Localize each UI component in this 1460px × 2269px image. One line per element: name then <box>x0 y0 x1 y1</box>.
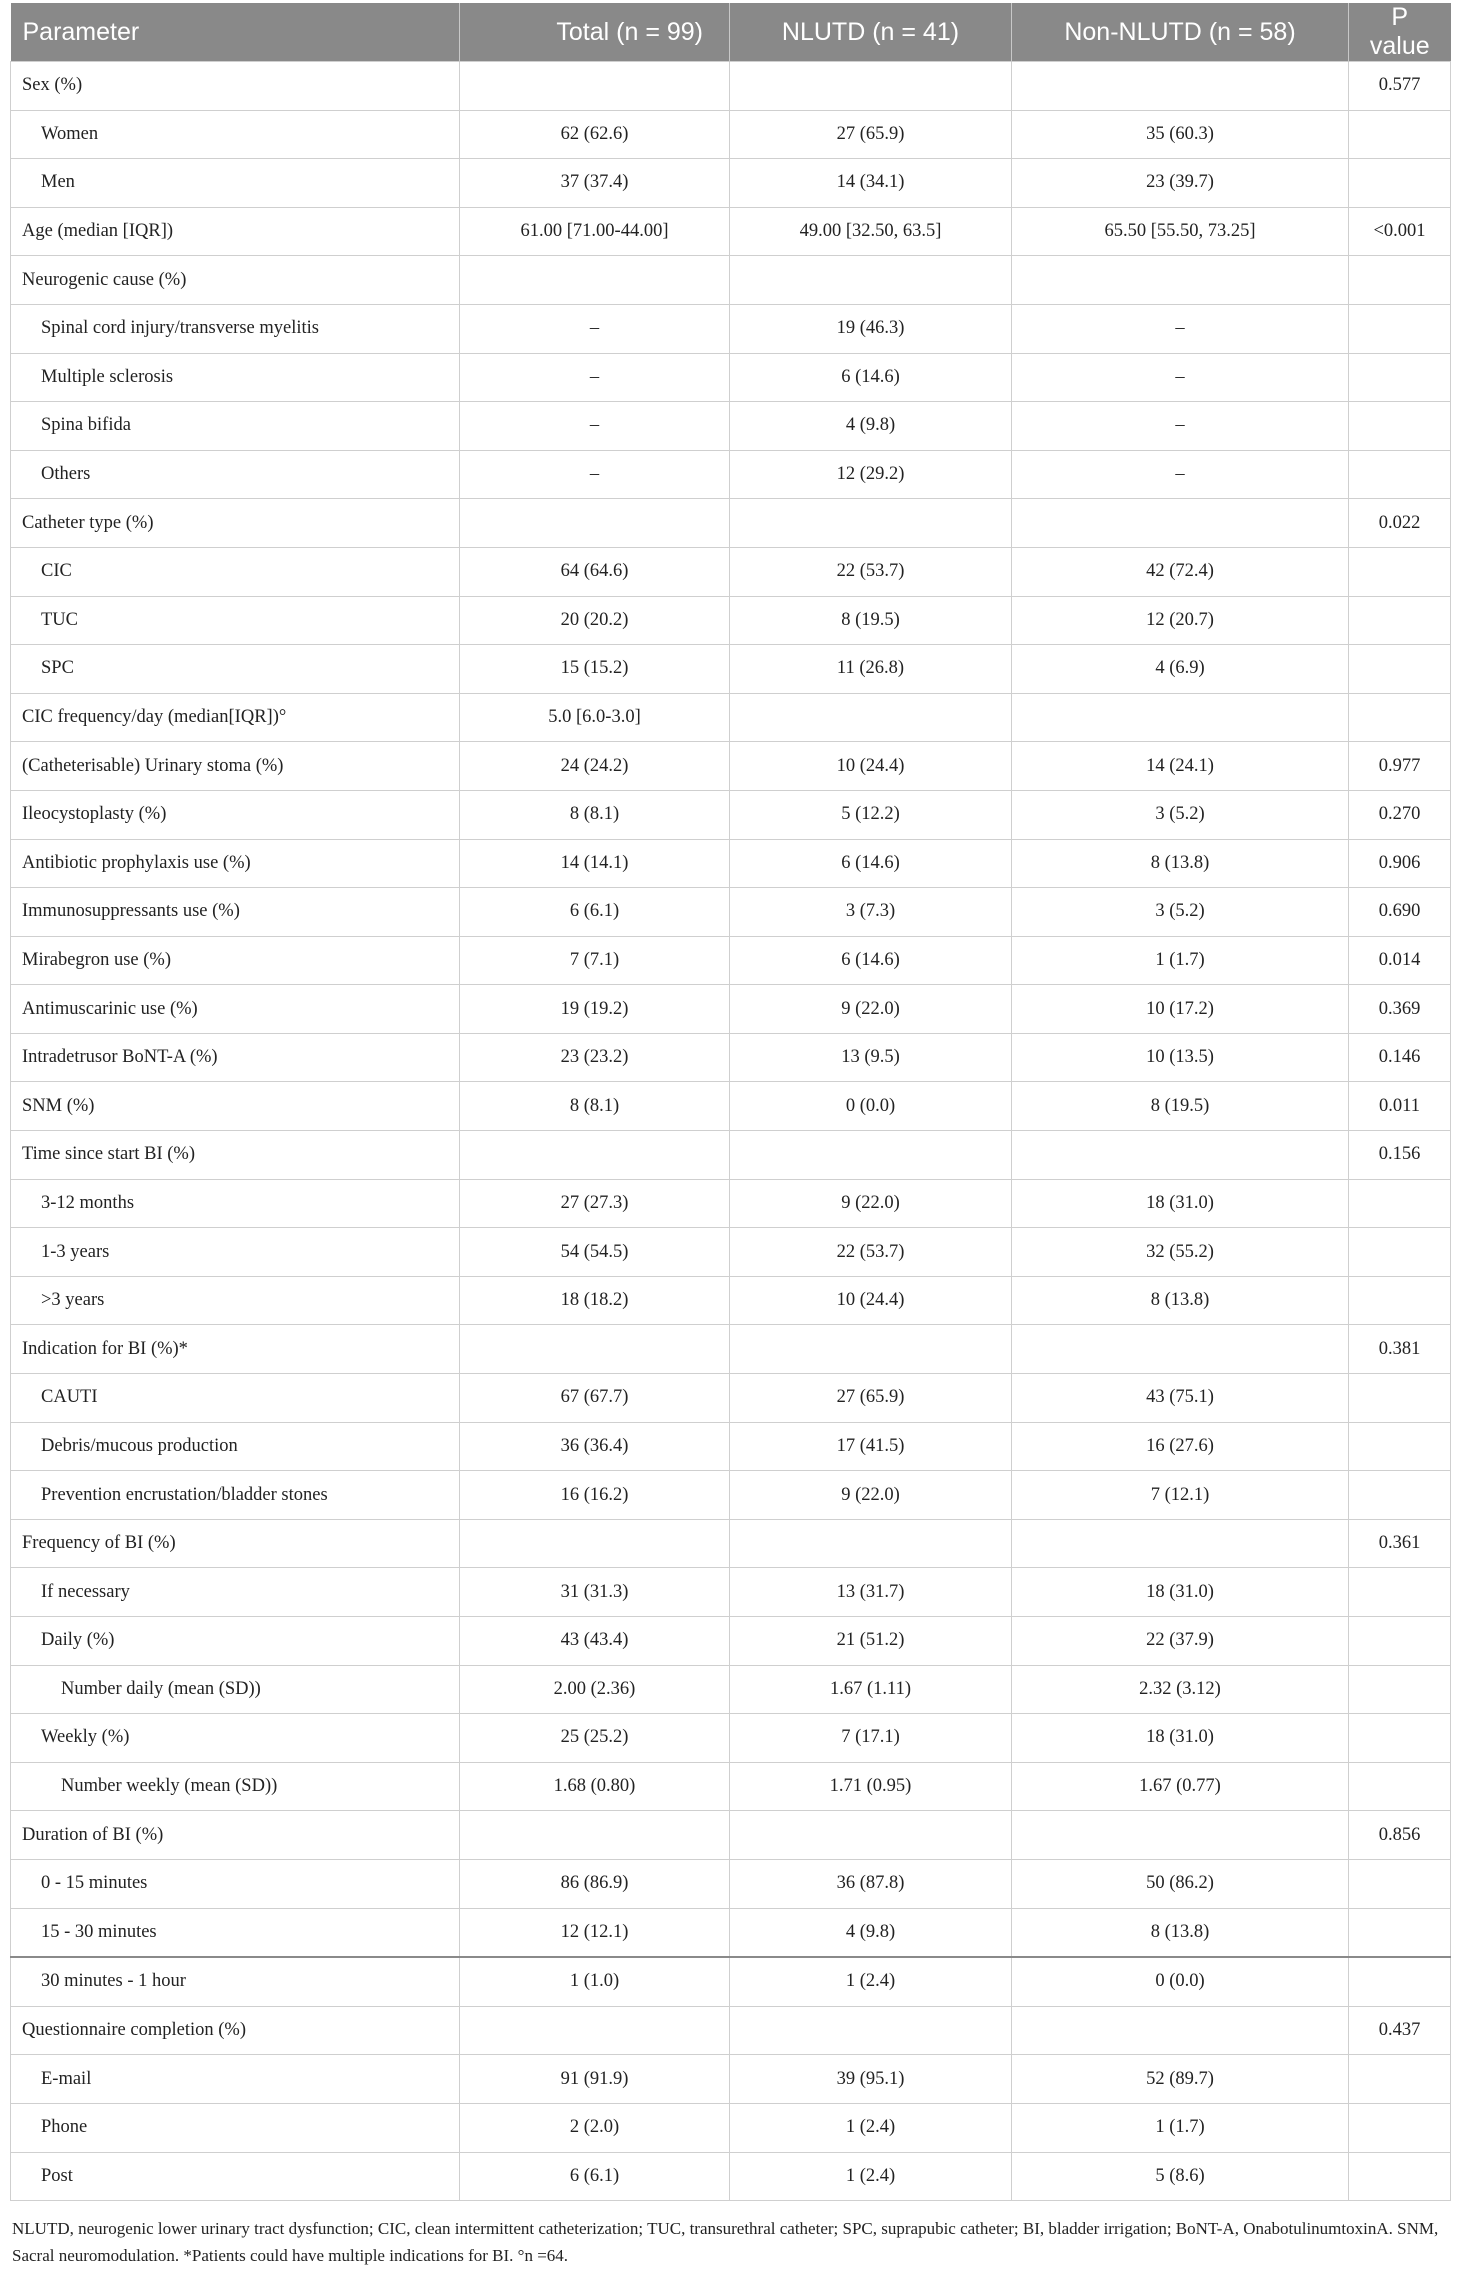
cell-nlutd: 10 (24.4) <box>730 742 1012 791</box>
cell-nlutd: 3 (7.3) <box>730 888 1012 937</box>
cell-total: 6 (6.1) <box>460 2152 730 2201</box>
cell-parameter: Debris/mucous production <box>11 1422 460 1471</box>
cell-parameter: Time since start BI (%) <box>11 1131 460 1180</box>
table-row <box>11 353 1451 402</box>
cell-p-value: 0.011 <box>1349 1082 1451 1131</box>
cell-nlutd: 6 (14.6) <box>730 936 1012 985</box>
cell-p-value: 0.369 <box>1349 985 1451 1034</box>
cell-parameter: Catheter type (%) <box>11 499 460 548</box>
cell-total: 31 (31.3) <box>460 1568 730 1617</box>
table-row <box>11 1714 1451 1763</box>
table-row <box>11 1228 1451 1277</box>
cell-nlutd: 9 (22.0) <box>730 985 1012 1034</box>
cell-non-nlutd: 2.32 (3.12) <box>1012 1665 1349 1714</box>
cell-nlutd: 6 (14.6) <box>730 839 1012 888</box>
cell-p-value <box>1349 110 1451 159</box>
cell-p-value: <0.001 <box>1349 207 1451 256</box>
cell-total: 62 (62.6) <box>460 110 730 159</box>
cell-parameter: Multiple sclerosis <box>11 353 460 402</box>
cell-total: 54 (54.5) <box>460 1228 730 1277</box>
cell-nlutd <box>730 499 1012 548</box>
cell-non-nlutd: 18 (31.0) <box>1012 1568 1349 1617</box>
cell-nlutd: 36 (87.8) <box>730 1859 1012 1908</box>
cell-non-nlutd: 1 (1.7) <box>1012 936 1349 985</box>
cell-total <box>460 256 730 305</box>
cell-nlutd: 1 (2.4) <box>730 2103 1012 2152</box>
cell-p-value <box>1349 596 1451 645</box>
cell-p-value <box>1349 1568 1451 1617</box>
table-row <box>11 2103 1451 2152</box>
cell-p-value <box>1349 1908 1451 1957</box>
cell-p-value: 0.577 <box>1349 62 1451 111</box>
table-row <box>11 62 1451 111</box>
cell-p-value: 0.146 <box>1349 1033 1451 1082</box>
table-row <box>11 790 1451 839</box>
cell-p-value: 0.977 <box>1349 742 1451 791</box>
cell-parameter: Immunosuppressants use (%) <box>11 888 460 937</box>
cell-non-nlutd: 52 (89.7) <box>1012 2055 1349 2104</box>
cell-non-nlutd: 42 (72.4) <box>1012 547 1349 596</box>
cell-parameter: Ileocystoplasty (%) <box>11 790 460 839</box>
table-row <box>11 1179 1451 1228</box>
cell-nlutd: 22 (53.7) <box>730 547 1012 596</box>
baseline-characteristics-table <box>10 3 1451 2201</box>
cell-non-nlutd <box>1012 1519 1349 1568</box>
cell-nlutd <box>730 2006 1012 2055</box>
cell-non-nlutd <box>1012 499 1349 548</box>
table-row <box>11 1859 1451 1908</box>
cell-nlutd: 7 (17.1) <box>730 1714 1012 1763</box>
table-row <box>11 1811 1451 1860</box>
cell-non-nlutd <box>1012 62 1349 111</box>
cell-nlutd: 17 (41.5) <box>730 1422 1012 1471</box>
cell-p-value <box>1349 1471 1451 1520</box>
table-row <box>11 1131 1451 1180</box>
table-row <box>11 1374 1451 1423</box>
cell-total: 91 (91.9) <box>460 2055 730 2104</box>
cell-non-nlutd: 10 (13.5) <box>1012 1033 1349 1082</box>
cell-p-value <box>1349 256 1451 305</box>
table-row <box>11 1957 1451 2006</box>
table-row <box>11 1033 1451 1082</box>
cell-p-value <box>1349 2152 1451 2201</box>
cell-p-value <box>1349 1957 1451 2006</box>
cell-nlutd: 13 (9.5) <box>730 1033 1012 1082</box>
cell-parameter: Weekly (%) <box>11 1714 460 1763</box>
cell-p-value <box>1349 1665 1451 1714</box>
cell-total: 1.68 (0.80) <box>460 1762 730 1811</box>
cell-parameter: 3-12 months <box>11 1179 460 1228</box>
cell-p-value <box>1349 1179 1451 1228</box>
cell-parameter: Intradetrusor BoNT-A (%) <box>11 1033 460 1082</box>
cell-parameter: SPC <box>11 645 460 694</box>
cell-non-nlutd: 1.67 (0.77) <box>1012 1762 1349 1811</box>
table-row <box>11 2006 1451 2055</box>
cell-parameter: If necessary <box>11 1568 460 1617</box>
table-row <box>11 1665 1451 1714</box>
table-row <box>11 207 1451 256</box>
cell-nlutd: 27 (65.9) <box>730 110 1012 159</box>
cell-non-nlutd: 1 (1.7) <box>1012 2103 1349 2152</box>
cell-parameter: Frequency of BI (%) <box>11 1519 460 1568</box>
table-row <box>11 693 1451 742</box>
cell-p-value <box>1349 1859 1451 1908</box>
cell-nlutd: 12 (29.2) <box>730 450 1012 499</box>
cell-total <box>460 1131 730 1180</box>
cell-non-nlutd: 35 (60.3) <box>1012 110 1349 159</box>
cell-non-nlutd: 32 (55.2) <box>1012 1228 1349 1277</box>
cell-total: 43 (43.4) <box>460 1617 730 1666</box>
cell-parameter: Antibiotic prophylaxis use (%) <box>11 839 460 888</box>
cell-total: 14 (14.1) <box>460 839 730 888</box>
cell-p-value <box>1349 1617 1451 1666</box>
header-total: Total (n = 99) <box>460 3 730 62</box>
table-footnote: NLUTD, neurogenic lower urinary tract dysfunction; CIC, clean intermittent catheterization; TUC, transurethral catheter; SPC, suprapubic catheter; BI, bladder irrigation; BoNT-A, OnabotulinumtoxinA. SNM, Sacral neuromodulation. *Patients could have multiple indications for BI. °n =64. <box>12 2219 1439 2266</box>
cell-p-value <box>1349 1276 1451 1325</box>
table-row <box>11 1471 1451 1520</box>
cell-nlutd <box>730 256 1012 305</box>
table-row <box>11 1617 1451 1666</box>
cell-nlutd <box>730 1811 1012 1860</box>
cell-non-nlutd <box>1012 1811 1349 1860</box>
cell-parameter: Women <box>11 110 460 159</box>
cell-parameter: SNM (%) <box>11 1082 460 1131</box>
table-row <box>11 1325 1451 1374</box>
cell-non-nlutd: – <box>1012 304 1349 353</box>
cell-non-nlutd: 16 (27.6) <box>1012 1422 1349 1471</box>
cell-p-value <box>1349 1762 1451 1811</box>
cell-total: 36 (36.4) <box>460 1422 730 1471</box>
cell-non-nlutd: 18 (31.0) <box>1012 1179 1349 1228</box>
cell-total: 12 (12.1) <box>460 1908 730 1957</box>
cell-parameter: >3 years <box>11 1276 460 1325</box>
table-row <box>11 1568 1451 1617</box>
table-row <box>11 1519 1451 1568</box>
cell-nlutd: 0 (0.0) <box>730 1082 1012 1131</box>
cell-nlutd: 19 (46.3) <box>730 304 1012 353</box>
cell-total: 20 (20.2) <box>460 596 730 645</box>
cell-non-nlutd: 8 (13.8) <box>1012 1276 1349 1325</box>
cell-parameter: 30 minutes - 1 hour <box>11 1957 460 2006</box>
cell-p-value <box>1349 1422 1451 1471</box>
cell-p-value: 0.906 <box>1349 839 1451 888</box>
table-row <box>11 645 1451 694</box>
cell-nlutd: 39 (95.1) <box>730 2055 1012 2104</box>
cell-p-value <box>1349 2103 1451 2152</box>
cell-parameter: E-mail <box>11 2055 460 2104</box>
cell-total: 18 (18.2) <box>460 1276 730 1325</box>
cell-non-nlutd: 14 (24.1) <box>1012 742 1349 791</box>
table-row <box>11 1422 1451 1471</box>
cell-total <box>460 1325 730 1374</box>
cell-non-nlutd: 18 (31.0) <box>1012 1714 1349 1763</box>
cell-nlutd: 27 (65.9) <box>730 1374 1012 1423</box>
cell-p-value <box>1349 1374 1451 1423</box>
table-row <box>11 1908 1451 1957</box>
table-row <box>11 1762 1451 1811</box>
cell-non-nlutd: 8 (13.8) <box>1012 1908 1349 1957</box>
cell-parameter: Antimuscarinic use (%) <box>11 985 460 1034</box>
cell-parameter: Number daily (mean (SD)) <box>11 1665 460 1714</box>
table-row <box>11 985 1451 1034</box>
cell-nlutd <box>730 1325 1012 1374</box>
cell-nlutd: 22 (53.7) <box>730 1228 1012 1277</box>
cell-nlutd: 5 (12.2) <box>730 790 1012 839</box>
cell-parameter: Post <box>11 2152 460 2201</box>
cell-parameter: Spinal cord injury/transverse myelitis <box>11 304 460 353</box>
cell-parameter: Indication for BI (%)* <box>11 1325 460 1374</box>
cell-non-nlutd: 8 (19.5) <box>1012 1082 1349 1131</box>
cell-p-value <box>1349 1228 1451 1277</box>
cell-parameter: Phone <box>11 2103 460 2152</box>
cell-non-nlutd: 0 (0.0) <box>1012 1957 1349 2006</box>
cell-nlutd: 1 (2.4) <box>730 2152 1012 2201</box>
header-parameter: Parameter <box>11 3 460 62</box>
cell-nlutd: 1.67 (1.11) <box>730 1665 1012 1714</box>
cell-total: 15 (15.2) <box>460 645 730 694</box>
cell-p-value <box>1349 402 1451 451</box>
cell-non-nlutd: 12 (20.7) <box>1012 596 1349 645</box>
cell-p-value <box>1349 645 1451 694</box>
cell-nlutd: 49.00 [32.50, 63.5] <box>730 207 1012 256</box>
table-row <box>11 402 1451 451</box>
cell-parameter: Questionnaire completion (%) <box>11 2006 460 2055</box>
cell-p-value: 0.270 <box>1349 790 1451 839</box>
cell-non-nlutd: – <box>1012 450 1349 499</box>
cell-non-nlutd: 8 (13.8) <box>1012 839 1349 888</box>
cell-nlutd: 10 (24.4) <box>730 1276 1012 1325</box>
cell-total: 8 (8.1) <box>460 1082 730 1131</box>
cell-total: 64 (64.6) <box>460 547 730 596</box>
cell-non-nlutd: 50 (86.2) <box>1012 1859 1349 1908</box>
cell-non-nlutd: 10 (17.2) <box>1012 985 1349 1034</box>
cell-non-nlutd <box>1012 1131 1349 1180</box>
cell-parameter: Mirabegron use (%) <box>11 936 460 985</box>
cell-parameter: Spina bifida <box>11 402 460 451</box>
cell-parameter: Age (median [IQR]) <box>11 207 460 256</box>
cell-total: 8 (8.1) <box>460 790 730 839</box>
cell-total <box>460 62 730 111</box>
cell-total: 86 (86.9) <box>460 1859 730 1908</box>
cell-nlutd: 6 (14.6) <box>730 353 1012 402</box>
cell-non-nlutd: – <box>1012 353 1349 402</box>
cell-parameter: 0 - 15 minutes <box>11 1859 460 1908</box>
cell-total: 67 (67.7) <box>460 1374 730 1423</box>
cell-p-value: 0.437 <box>1349 2006 1451 2055</box>
cell-total: 6 (6.1) <box>460 888 730 937</box>
cell-nlutd <box>730 1131 1012 1180</box>
cell-non-nlutd: 65.50 [55.50, 73.25] <box>1012 207 1349 256</box>
cell-non-nlutd <box>1012 1325 1349 1374</box>
cell-total: 7 (7.1) <box>460 936 730 985</box>
cell-parameter: Daily (%) <box>11 1617 460 1666</box>
cell-parameter: CIC <box>11 547 460 596</box>
cell-p-value <box>1349 159 1451 208</box>
cell-p-value <box>1349 1714 1451 1763</box>
cell-p-value <box>1349 304 1451 353</box>
cell-parameter: 15 - 30 minutes <box>11 1908 460 1957</box>
table-row <box>11 547 1451 596</box>
header-non-nlutd: Non-NLUTD (n = 58) <box>1012 3 1349 62</box>
cell-parameter: CIC frequency/day (median[IQR])° <box>11 693 460 742</box>
cell-parameter: Others <box>11 450 460 499</box>
cell-total: – <box>460 353 730 402</box>
cell-non-nlutd <box>1012 256 1349 305</box>
cell-p-value: 0.381 <box>1349 1325 1451 1374</box>
cell-nlutd <box>730 693 1012 742</box>
cell-nlutd: 21 (51.2) <box>730 1617 1012 1666</box>
cell-p-value: 0.022 <box>1349 499 1451 548</box>
cell-total: 61.00 [71.00-44.00] <box>460 207 730 256</box>
cell-total <box>460 2006 730 2055</box>
cell-total: – <box>460 402 730 451</box>
cell-total: 5.0 [6.0-3.0] <box>460 693 730 742</box>
table-row <box>11 742 1451 791</box>
cell-parameter: Neurogenic cause (%) <box>11 256 460 305</box>
table-row <box>11 2152 1451 2201</box>
cell-nlutd: 8 (19.5) <box>730 596 1012 645</box>
cell-nlutd: 9 (22.0) <box>730 1179 1012 1228</box>
cell-parameter: Duration of BI (%) <box>11 1811 460 1860</box>
header-nlutd: NLUTD (n = 41) <box>730 3 1012 62</box>
table-row <box>11 1276 1451 1325</box>
table-header <box>11 3 1451 62</box>
table-row <box>11 596 1451 645</box>
cell-non-nlutd: 3 (5.2) <box>1012 888 1349 937</box>
cell-non-nlutd: 7 (12.1) <box>1012 1471 1349 1520</box>
cell-p-value <box>1349 547 1451 596</box>
cell-p-value: 0.156 <box>1349 1131 1451 1180</box>
cell-nlutd: 14 (34.1) <box>730 159 1012 208</box>
cell-p-value: 0.014 <box>1349 936 1451 985</box>
header-p-value: P value <box>1349 3 1451 62</box>
table-row <box>11 1082 1451 1131</box>
cell-total: 2 (2.0) <box>460 2103 730 2152</box>
cell-non-nlutd: 3 (5.2) <box>1012 790 1349 839</box>
cell-total <box>460 499 730 548</box>
cell-total: – <box>460 304 730 353</box>
cell-parameter: (Catheterisable) Urinary stoma (%) <box>11 742 460 791</box>
cell-total: 27 (27.3) <box>460 1179 730 1228</box>
cell-nlutd: 13 (31.7) <box>730 1568 1012 1617</box>
table-body <box>11 62 1451 2201</box>
table-row <box>11 450 1451 499</box>
table-row <box>11 256 1451 305</box>
cell-non-nlutd: 5 (8.6) <box>1012 2152 1349 2201</box>
table-row <box>11 110 1451 159</box>
cell-non-nlutd: 4 (6.9) <box>1012 645 1349 694</box>
cell-parameter: Number weekly (mean (SD)) <box>11 1762 460 1811</box>
cell-total: 37 (37.4) <box>460 159 730 208</box>
cell-nlutd: 4 (9.8) <box>730 402 1012 451</box>
cell-nlutd <box>730 1519 1012 1568</box>
cell-parameter: Men <box>11 159 460 208</box>
cell-p-value <box>1349 450 1451 499</box>
cell-nlutd <box>730 62 1012 111</box>
cell-non-nlutd <box>1012 2006 1349 2055</box>
cell-nlutd: 1 (2.4) <box>730 1957 1012 2006</box>
table-row <box>11 304 1451 353</box>
cell-parameter: Sex (%) <box>11 62 460 111</box>
cell-total: 23 (23.2) <box>460 1033 730 1082</box>
table-row <box>11 2055 1451 2104</box>
cell-p-value <box>1349 2055 1451 2104</box>
cell-total: 19 (19.2) <box>460 985 730 1034</box>
header-row <box>11 3 1451 62</box>
cell-total <box>460 1811 730 1860</box>
cell-p-value <box>1349 353 1451 402</box>
cell-non-nlutd <box>1012 693 1349 742</box>
cell-p-value: 0.690 <box>1349 888 1451 937</box>
cell-nlutd: 9 (22.0) <box>730 1471 1012 1520</box>
cell-parameter: TUC <box>11 596 460 645</box>
cell-nlutd: 1.71 (0.95) <box>730 1762 1012 1811</box>
cell-total <box>460 1519 730 1568</box>
baseline-characteristics-table-container <box>10 3 1450 2269</box>
cell-non-nlutd: 43 (75.1) <box>1012 1374 1349 1423</box>
table-row <box>11 888 1451 937</box>
cell-total: – <box>460 450 730 499</box>
table-row <box>11 936 1451 985</box>
cell-total: 2.00 (2.36) <box>460 1665 730 1714</box>
cell-p-value: 0.361 <box>1349 1519 1451 1568</box>
cell-parameter: CAUTI <box>11 1374 460 1423</box>
cell-total: 25 (25.2) <box>460 1714 730 1763</box>
cell-non-nlutd: 22 (37.9) <box>1012 1617 1349 1666</box>
cell-non-nlutd: – <box>1012 402 1349 451</box>
table-row <box>11 499 1451 548</box>
table-row <box>11 839 1451 888</box>
cell-parameter: 1-3 years <box>11 1228 460 1277</box>
cell-nlutd: 4 (9.8) <box>730 1908 1012 1957</box>
cell-non-nlutd: 23 (39.7) <box>1012 159 1349 208</box>
table-row <box>11 159 1451 208</box>
cell-total: 24 (24.2) <box>460 742 730 791</box>
cell-nlutd: 11 (26.8) <box>730 645 1012 694</box>
cell-total: 16 (16.2) <box>460 1471 730 1520</box>
cell-p-value <box>1349 693 1451 742</box>
cell-total: 1 (1.0) <box>460 1957 730 2006</box>
cell-parameter: Prevention encrustation/bladder stones <box>11 1471 460 1520</box>
cell-p-value: 0.856 <box>1349 1811 1451 1860</box>
